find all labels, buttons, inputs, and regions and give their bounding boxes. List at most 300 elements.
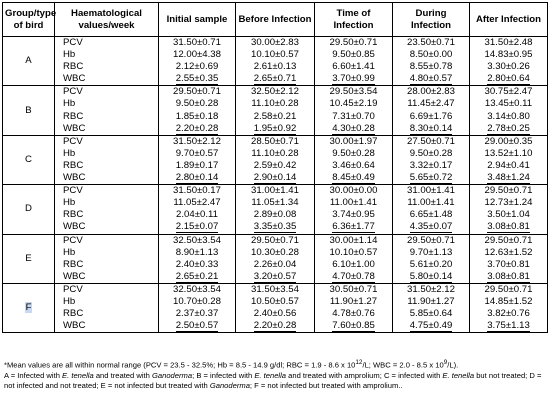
value-cell: [236, 37, 315, 50]
value-text: 5.85±0.64: [409, 308, 453, 320]
value-cell: [159, 247, 236, 259]
value-text: 9.50±0.85: [332, 49, 375, 61]
value-cell: [470, 283, 548, 296]
value-text: 2.04±0.11: [176, 209, 218, 221]
value-text: 32.50±3.54: [173, 283, 221, 295]
value-text: 9.50±0.28: [332, 147, 375, 159]
value-cell: [393, 271, 470, 284]
table-row: [3, 61, 548, 73]
value-text: 30.00±0.00: [329, 185, 378, 197]
parameter-cell: WBC: [55, 123, 159, 136]
legend-text: ; B = infected with: [192, 370, 255, 380]
table-row: [3, 123, 548, 136]
group-legend-note: [4, 371, 547, 392]
value-cell: [393, 185, 470, 198]
group-label: [3, 185, 55, 234]
value-text: 3.50±1.04: [487, 209, 530, 221]
table-row: [3, 209, 548, 221]
table-row: [3, 296, 548, 308]
value-cell: [159, 209, 236, 221]
value-cell: [236, 172, 315, 185]
value-cell: [470, 86, 548, 99]
value-cell: [315, 111, 393, 123]
value-cell: [159, 61, 236, 73]
value-text: 6.69±1.76: [409, 110, 453, 122]
value-text: 29.50±0.71: [484, 185, 533, 197]
value-cell: [315, 148, 393, 160]
value-cell: [236, 61, 315, 73]
value-text: 31.50±2.48: [484, 37, 533, 48]
value-text: 30.75±2.47: [484, 86, 533, 98]
table-row: [3, 86, 548, 99]
value-text: 11.00±1.41: [329, 197, 378, 209]
value-text: 30.00±1.97: [329, 135, 378, 147]
column-header: Time of Infection: [315, 3, 393, 37]
value-cell: [470, 61, 548, 73]
group-label: [3, 234, 55, 283]
parameter-cell: RBC: [55, 160, 159, 172]
value-cell: [470, 247, 548, 259]
parameter-cell: Hb: [55, 296, 159, 308]
table-row: [3, 320, 548, 333]
value-text: 6.36±1.77: [332, 221, 375, 233]
value-cell: [159, 86, 236, 99]
value-cell: [236, 135, 315, 148]
value-text: 23.50±0.71: [407, 37, 455, 48]
legend-genus: Ganoderma: [151, 370, 193, 380]
value-text: 2.78±0.25: [487, 122, 530, 134]
parameter-cell: RBC: [55, 209, 159, 221]
parameter-cell: RBC: [55, 308, 159, 320]
value-text: 31.50±2.12: [407, 283, 455, 295]
value-text: 29.50±0.71: [251, 234, 299, 246]
value-text: 32.50±2.12: [251, 86, 299, 98]
value-cell: [236, 234, 315, 247]
value-text: 12.73±1.24: [484, 197, 533, 209]
value-cell: [236, 185, 315, 198]
table-row: [3, 197, 548, 209]
parameter-cell: PCV: [55, 37, 159, 50]
value-cell: [315, 123, 393, 136]
parameter-cell: PCV: [55, 185, 159, 198]
value-text: 8.30±0.14: [409, 122, 453, 134]
value-text: 14.85±1.52: [484, 295, 533, 307]
value-cell: [470, 49, 548, 61]
range-sup-1: 12: [355, 359, 363, 366]
value-cell: [470, 296, 548, 308]
parameter-cell: WBC: [55, 73, 159, 86]
value-text: 5.65±0.72: [409, 172, 453, 184]
table-row: [3, 160, 548, 172]
parameter-cell: RBC: [55, 259, 159, 271]
value-text: 12.00±4.38: [173, 49, 221, 61]
table-row: [3, 185, 548, 198]
value-cell: [315, 247, 393, 259]
value-text: 4.78±0.76: [332, 308, 375, 320]
value-cell: [393, 61, 470, 73]
parameter-cell: PCV: [55, 86, 159, 99]
value-cell: [393, 148, 470, 160]
value-cell: [315, 160, 393, 172]
table-row: [3, 221, 548, 234]
value-cell: [315, 135, 393, 148]
value-cell: [236, 73, 315, 86]
value-text: 8.50±0.00: [409, 49, 453, 61]
column-header: Initial sample: [159, 3, 236, 37]
value-cell: [315, 49, 393, 61]
value-text: 31.00±1.41: [251, 185, 299, 197]
value-text: 13.45±0.11: [484, 98, 533, 110]
legend-species: E. tenella: [254, 370, 287, 380]
value-cell: [393, 247, 470, 259]
value-text: 14.83±0.95: [484, 49, 533, 61]
value-cell: [159, 49, 236, 61]
value-text: 2.55±0.35: [175, 73, 219, 85]
legend-text: and treated with amprolium; C = infected with: [286, 370, 443, 380]
value-text: 10.30±0.28: [251, 246, 299, 258]
group-label-text: E: [25, 252, 32, 264]
value-cell: [393, 86, 470, 99]
value-text: 2.65±0.71: [253, 73, 297, 85]
value-cell: [236, 123, 315, 136]
value-cell: [159, 271, 236, 284]
value-text: 4.70±0.78: [332, 270, 375, 282]
value-cell: [236, 86, 315, 99]
value-text: 29.50±0.71: [484, 283, 533, 295]
value-text: 4.80±0.57: [409, 73, 453, 85]
value-cell: [315, 271, 393, 284]
value-cell: [393, 296, 470, 308]
value-text: 29.00±0.35: [484, 135, 533, 147]
value-cell: [315, 61, 393, 73]
value-text: 12.63±1.52: [484, 246, 533, 258]
value-text: 3.48±1.24: [487, 172, 530, 184]
value-cell: [470, 98, 548, 110]
value-text: 8.55±0.78: [409, 61, 453, 73]
value-text: 2.61±0.13: [253, 61, 297, 73]
value-cell: [236, 259, 315, 271]
value-cell: [159, 221, 236, 234]
value-text: 11.05±1.34: [251, 197, 299, 209]
value-cell: [159, 259, 236, 271]
group-label-text: D: [25, 203, 32, 215]
group-label: [3, 37, 55, 86]
table-row: [3, 111, 548, 123]
column-header: Before Infection: [236, 3, 315, 37]
value-cell: [159, 172, 236, 185]
parameter-cell: Hb: [55, 197, 159, 209]
value-text: 2.37±0.37: [175, 308, 219, 320]
value-text: 6.60±1.41: [332, 61, 375, 73]
value-text: 29.50±0.71: [407, 234, 455, 246]
value-text: 5.80±0.14: [409, 270, 453, 282]
value-cell: [393, 283, 470, 296]
value-cell: [159, 296, 236, 308]
parameter-cell: Hb: [55, 98, 159, 110]
value-text: 3.74±0.95: [332, 209, 375, 221]
table-row: [3, 247, 548, 259]
value-text: 27.50±0.71: [407, 135, 455, 147]
value-text: 3.08±0.81: [487, 221, 530, 233]
value-text: 11.00±1.41: [407, 197, 455, 209]
value-text: 29.50±0.71: [484, 234, 533, 246]
value-text: 2.90±0.14: [253, 172, 297, 184]
legend-genus: Ganoderma: [209, 381, 250, 391]
value-text: 2.58±0.21: [253, 110, 297, 122]
value-text: 30.00±2.83: [251, 37, 299, 48]
value-cell: [315, 234, 393, 247]
value-text: 3.46±0.64: [332, 159, 375, 171]
value-text: 2.20±0.28: [175, 122, 219, 134]
value-text: 3.30±0.26: [487, 61, 530, 73]
value-cell: [470, 111, 548, 123]
value-text: 6.10±1.00: [332, 258, 375, 270]
value-text: 30.50±0.71: [329, 283, 378, 295]
value-text: 29.50±0.71: [329, 37, 378, 48]
parameter-cell: WBC: [55, 320, 159, 333]
value-cell: [315, 197, 393, 209]
value-cell: [470, 148, 548, 160]
value-cell: [393, 135, 470, 148]
value-text: 9.70±0.57: [175, 147, 219, 159]
value-cell: [315, 221, 393, 234]
value-text: 11.90±1.27: [329, 295, 378, 307]
value-cell: [393, 123, 470, 136]
value-cell: [159, 320, 236, 333]
value-cell: [315, 37, 393, 50]
value-text: 31.50±3.54: [251, 283, 299, 295]
value-text: 2.40±0.56: [253, 308, 297, 320]
value-cell: [159, 73, 236, 86]
group-label-text: F: [25, 302, 32, 314]
value-text: 2.94±0.41: [487, 159, 530, 171]
value-text: 11.10±0.28: [251, 147, 299, 159]
value-cell: [393, 98, 470, 110]
table-row: [3, 73, 548, 86]
value-text: 32.50±3.54: [173, 234, 221, 246]
group-label-text: C: [25, 153, 32, 165]
value-text: 3.14±0.80: [487, 110, 530, 122]
value-cell: [393, 320, 470, 333]
value-cell: [470, 320, 548, 333]
value-text: 11.45±2.47: [407, 98, 455, 110]
value-text: 11.10±0.28: [251, 98, 299, 110]
value-text: 10.70±0.28: [173, 295, 221, 307]
value-text: 8.45±0.49: [332, 172, 375, 184]
value-cell: [393, 197, 470, 209]
value-cell: [470, 160, 548, 172]
value-text: 29.50±0.71: [173, 86, 221, 98]
value-text: 11.90±1.27: [407, 295, 455, 307]
value-cell: [159, 197, 236, 209]
value-text: 5.61±0.20: [409, 258, 453, 270]
value-text: 3.35±0.35: [253, 221, 297, 233]
value-cell: [236, 160, 315, 172]
legend-text: ; F = not infected but treated with amprolium..: [249, 381, 403, 391]
group-label: [3, 135, 55, 184]
value-cell: [393, 234, 470, 247]
parameter-cell: WBC: [55, 172, 159, 185]
value-cell: [315, 73, 393, 86]
value-text: 6.65±1.48: [409, 209, 453, 221]
value-cell: [236, 283, 315, 296]
table-row: [3, 172, 548, 185]
value-text: 3.75±1.13: [487, 320, 530, 332]
value-cell: [470, 234, 548, 247]
value-text: 7.31±0.70: [332, 110, 375, 122]
parameter-cell: WBC: [55, 271, 159, 284]
range-text-2: /L; WBC = 2.0 - 8.5 x 10: [362, 360, 444, 370]
parameter-cell: PCV: [55, 234, 159, 247]
value-text: 1.85±0.18: [175, 110, 219, 122]
value-text: 31.50±0.71: [173, 37, 221, 48]
table-row: [3, 283, 548, 296]
value-text: 28.50±0.71: [251, 135, 299, 147]
value-text: 7.60±0.85: [332, 320, 375, 332]
value-text: 3.20±0.57: [253, 270, 297, 282]
value-cell: [470, 197, 548, 209]
value-cell: [236, 197, 315, 209]
value-cell: [315, 98, 393, 110]
value-text: 4.35±0.07: [409, 221, 453, 233]
value-text: 2.80±0.64: [487, 73, 530, 85]
header-row: [3, 3, 548, 37]
value-text: 2.65±0.21: [175, 270, 219, 282]
parameter-cell: RBC: [55, 111, 159, 123]
value-cell: [159, 111, 236, 123]
value-text: 10.10±0.57: [329, 246, 378, 258]
value-cell: [470, 259, 548, 271]
value-cell: [236, 148, 315, 160]
value-cell: [315, 185, 393, 198]
value-cell: [236, 308, 315, 320]
value-cell: [159, 37, 236, 50]
parameter-cell: Hb: [55, 247, 159, 259]
value-text: 10.45±2.19: [329, 98, 378, 110]
value-text: 13.52±1.10: [484, 147, 533, 159]
value-text: 11.05±2.47: [173, 197, 221, 209]
range-sup-2: 9: [443, 359, 448, 366]
value-text: 10.10±0.57: [251, 49, 299, 61]
value-cell: [393, 160, 470, 172]
value-cell: [315, 283, 393, 296]
value-cell: [315, 259, 393, 271]
value-cell: [236, 247, 315, 259]
value-cell: [470, 73, 548, 86]
column-header: After Infection: [470, 3, 548, 37]
value-cell: [393, 172, 470, 185]
value-cell: [393, 111, 470, 123]
legend-species: E. tenella: [442, 370, 475, 380]
parameter-cell: Hb: [55, 49, 159, 61]
value-cell: [159, 283, 236, 296]
value-cell: [470, 308, 548, 320]
value-text: 2.80±0.14: [175, 172, 219, 184]
parameter-cell: PCV: [55, 283, 159, 296]
value-text: 2.12±0.69: [175, 61, 219, 73]
column-header: During Infection: [393, 3, 470, 37]
value-cell: [236, 111, 315, 123]
table-row: [3, 37, 548, 50]
value-text: 31.50±0.17: [173, 185, 221, 197]
table-notes: [4, 358, 547, 392]
table-row: [3, 98, 548, 110]
value-text: 2.40±0.33: [175, 258, 219, 270]
column-header: Haematological values/week: [55, 3, 159, 37]
value-text: 3.70±0.99: [332, 73, 375, 85]
value-cell: [236, 49, 315, 61]
value-text: 4.75±0.49: [409, 320, 453, 332]
value-cell: [393, 308, 470, 320]
value-cell: [159, 123, 236, 136]
column-header: Group/type of bird: [3, 3, 55, 37]
group-label: [3, 283, 55, 332]
value-cell: [315, 308, 393, 320]
range-text-3: /L).: [447, 360, 459, 370]
value-cell: [470, 221, 548, 234]
value-text: 31.50±2.12: [173, 135, 221, 147]
table-row: [3, 135, 548, 148]
value-cell: [470, 209, 548, 221]
group-label: [3, 86, 55, 135]
value-cell: [236, 296, 315, 308]
value-text: 9.50±0.28: [409, 147, 453, 159]
value-text: 2.89±0.08: [253, 209, 297, 221]
value-cell: [236, 320, 315, 333]
parameter-cell: Hb: [55, 148, 159, 160]
value-text: 10.50±0.57: [251, 295, 299, 307]
haematology-table: [2, 2, 548, 333]
parameter-cell: WBC: [55, 221, 159, 234]
value-cell: [470, 135, 548, 148]
value-text: 1.95±0.92: [253, 122, 297, 134]
value-cell: [393, 221, 470, 234]
value-cell: [236, 98, 315, 110]
value-cell: [236, 271, 315, 284]
value-cell: [470, 123, 548, 136]
value-cell: [393, 209, 470, 221]
value-cell: [470, 37, 548, 50]
value-cell: [393, 73, 470, 86]
value-cell: [393, 49, 470, 61]
group-label-text: B: [25, 104, 32, 116]
value-text: 2.20±0.28: [253, 320, 297, 332]
value-text: 2.15±0.07: [175, 221, 219, 233]
table-row: [3, 148, 548, 160]
value-cell: [315, 86, 393, 99]
value-text: 3.08±0.81: [487, 270, 530, 282]
parameter-cell: RBC: [55, 61, 159, 73]
value-cell: [315, 172, 393, 185]
table-row: [3, 271, 548, 284]
value-text: 29.50±3.54: [329, 86, 378, 98]
value-text: 2.50±0.57: [175, 320, 219, 332]
legend-text: but not treated; D = not infected and not treated; E = not infected but treated with: [4, 370, 542, 391]
value-text: 4.30±0.28: [332, 122, 375, 134]
value-cell: [159, 98, 236, 110]
value-text: 2.26±0.04: [253, 258, 297, 270]
legend-text: A = Infected with: [4, 370, 63, 380]
legend-text: and treated with: [93, 370, 152, 380]
table-row: [3, 308, 548, 320]
value-text: 2.59±0.42: [253, 159, 297, 171]
range-text-1: *Mean values are all within normal range (PCV = 23.5 - 32.5%; Hb = 8.5 - 14.9 g/dl; RBC = 1.9 - 8.6 x 10: [4, 360, 356, 370]
value-cell: [315, 320, 393, 333]
value-cell: [393, 259, 470, 271]
value-cell: [315, 296, 393, 308]
group-label-text: A: [25, 55, 32, 67]
value-cell: [470, 185, 548, 198]
